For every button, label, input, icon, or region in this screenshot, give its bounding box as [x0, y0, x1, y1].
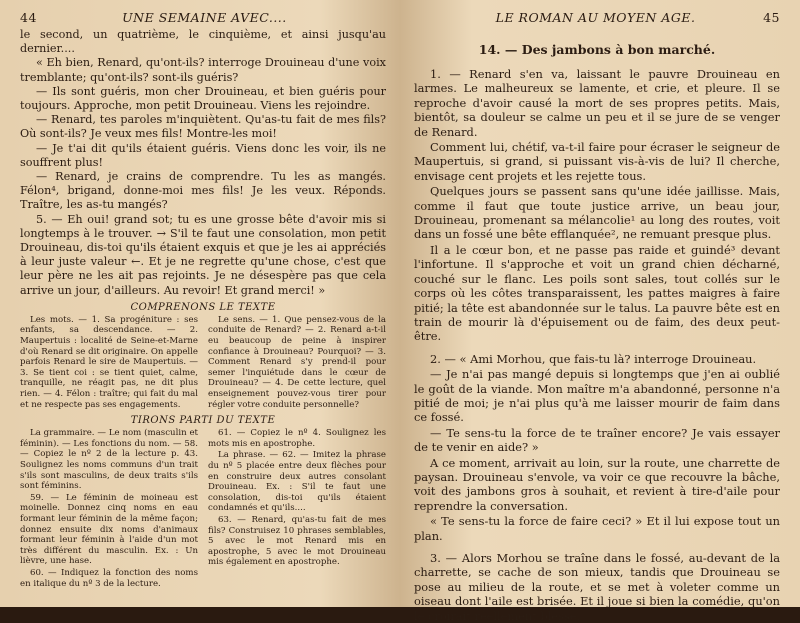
paragraph: Il a le cœur bon, et ne passe pas raide et guindé³ devant l'infortune. Il s'approche et voit un grand chien décharné, couché sur le flanc. Les poils sont sales, tout collés sur le corps où les côtes transparaissent, les pattes maigres à faire pitié; la tête est abandonnée sur le talus. La pauvre bête est en train de mourir là d'épuisement ou de faim, des deux peut-être.: [414, 242, 780, 344]
exercise: 61. — Copiez le nº 4. Soulignez les mots mis en apostrophe.: [208, 428, 386, 449]
paragraph: — Renard, tes paroles m'inquiètent. Qu'as-tu fait de mes fils? Où sont-ils? Je veux mes fils! Montre-les moi!: [20, 113, 386, 141]
paragraph: — Te sens-tu la force de te traîner encore? Je vais essayer de te venir en aide? »: [414, 425, 780, 455]
exercise: 59. — Le féminin de moineau est moinelle. Donnez cinq noms en eau formant leur féminin de la même façon; donnez ensuite dix noms d'animaux formant leur féminin à l'aide d'un mot très différent du masculin. Ex. : Un lièvre, une hase.: [20, 492, 198, 567]
paragraph: le second, un quatrième, le cinquième, et ainsi jusqu'au dernier....: [20, 28, 386, 56]
left-page: [0, 0, 400, 607]
left-body: [20, 28, 386, 298]
tirons-title: TIRONS PARTI DU TEXTE: [130, 415, 276, 427]
left-page-number: 44: [20, 10, 37, 25]
comprenons-columns: [20, 315, 386, 411]
paragraph: — Renard, je crains de comprendre. Tu les as mangés. Félon⁴, brigand, donne-moi mes fils! Je les veux. Réponds. Traître, les as-tu mangés?: [20, 170, 386, 212]
paragraph: « Te sens-tu la force de faire ceci? » Et il lui expose tout un plan.: [414, 514, 780, 543]
right-body: [414, 67, 780, 623]
paragraph: « Eh bien, Renard, qu'ont-ils? interroge Drouineau d'une voix tremblante; qu'ont-ils? sont-ils guéris?: [20, 56, 386, 84]
paragraph: 3. — Alors Morhou se traîne dans le fossé, au-devant de la charrette, se cache de son mieux, tandis que Drouineau se pose au milieu de la route, et se met à voleter comme un oiseau dont l'aile est brisée. Et il joue si bien la comédie, qu'on le croirait réellement blessé.: [414, 551, 780, 623]
tirons-columns: [20, 428, 386, 590]
chapter-title: 14. — Des jambons à bon marché.: [478, 42, 716, 57]
paragraph: Comment lui, chétif, va-t-il faire pour écraser le seigneur de Maupertuis, si grand, si puissant vis-à-vis de lui? Il cherche, envisage cent projets et les rejette tous.: [414, 140, 780, 183]
paragraph: 5. — Eh oui! grand sot; tu es une grosse bête d'avoir mis si longtemps à le trouver. → S'il te faut une consolation, mon petit Drouineau, dis-toi qu'ils étaient exquis et que je les ai appréciés à leur juste valeur ←. Et je ne regrette qu'une chose, c'est que leur père ne les ait pas rejoints. Je ne désespère pas que cela arrive un jour, d'ailleurs. Au revoir! Et grand merci! »: [20, 212, 386, 297]
paragraph: 2. — « Ami Morhou, que fais-tu là? interroge Drouineau.: [430, 351, 757, 366]
right-page-number: 45: [763, 10, 780, 25]
exercise: La phrase. — 62. — Imitez la phrase du nº 5 placée entre deux flèches pour en construire deux autres consolant Drouineau. Ex. : S'il te faut une consolation, dis-toi qu'ils étaient condamnés et qu'ils....: [208, 450, 386, 514]
comprenons-title: COMPRENONS LE TEXTE: [130, 301, 276, 313]
paragraph: — Je t'ai dit qu'ils étaient guéris. Viens donc les voir, ils ne souffrent plus!: [20, 141, 386, 169]
paragraph: 1. — Renard s'en va, laissant le pauvre Drouineau en larmes. Le malheureux se lamente, et crie, et pleure. Il se reproche d'avoir causé la mort de ses propres petits. Mais, bientôt, sa douleur se calme un peu et il se jure de se venger de Renard.: [414, 67, 780, 139]
paragraph: — Je n'ai pas mangé depuis si longtemps que j'en ai oublié le goût de la viande. Mon maître m'a abandonné, personne n'a pitié de moi; je n'ai plus qu'à me laisser mourir de faim dans ce fossé.: [414, 367, 780, 425]
exercise: 63. — Renard, qu'as-tu fait de mes fils? Construisez 10 phrases semblables, 5 avec le mot Renard mis en apostrophe, 5 avec le mot Drouineau mis également en apostrophe.: [208, 514, 386, 568]
les-mots: Les mots. — 1. Sa progéniture : ses enfants, sa descendance. — 2. Maupertuis : localité de Seine-et-Marne d'où Renard se dit originaire. On appelle parfois Renard le sire de Maupertuis. — 3. Se tient coi : se tient quiet, calme, tranquille, ne réagit pas, ne dit plus rien. — 4. Félon : traître; qui fait du mal et ne respecte pas ses engagements.: [20, 314, 198, 410]
exercise: 60. — Indiquez la fonction des noms en italique du nº 3 de la lecture.: [20, 567, 198, 589]
right-header: [414, 10, 780, 28]
le-sens: Le sens. — 1. Que pensez-vous de la conduite de Renard? — 2. Renard a-t-il eu beaucoup de peine à inspirer confiance à Drouineau? Pourquoi? — 3. Comment Renard s'y prend-il pour semer l'inquiétude dans le cœur de Drouineau? — 4. De cette lecture, quel enseignement pouvez-vous tirer pour régler votre conduite personnelle?: [208, 314, 386, 410]
left-header: [20, 10, 386, 28]
left-running-head: UNE SEMAINE AVEC....: [122, 10, 287, 25]
right-page: [400, 0, 800, 623]
paragraph: A ce moment, arrivait au loin, sur la route, une charrette de paysan. Drouineau s'envole, va voir ce que recouvre la bâche, voit des jambons gros à souhait, et revient à tire-d'aile pour reprendre la conversation.: [414, 455, 780, 513]
paragraph: Quelques jours se passent sans qu'une idée jaillisse. Mais, comme il faut que toute justice arrive, un beau jour, Drouineau, promenant sa mélancolie¹ au long des routes, voit dans un fossé une bête efflanquée², ne remuant presque plus.: [414, 184, 780, 242]
right-running-head: LE ROMAN AU MOYEN AGE.: [495, 10, 696, 25]
paragraph: — Ils sont guéris, mon cher Drouineau, et bien guéris pour toujours. Approche, mon petit Drouineau. Viens les rejoindre.: [20, 84, 386, 113]
exercise: La grammaire. — Le nom (masculin et féminin). — Les fonctions du nom. — 58. — Copiez le nº 2 de la lecture p. 43. Soulignez les noms communs d'un trait s'ils sont masculins, de deux traits s'ils sont féminins.: [20, 428, 198, 492]
